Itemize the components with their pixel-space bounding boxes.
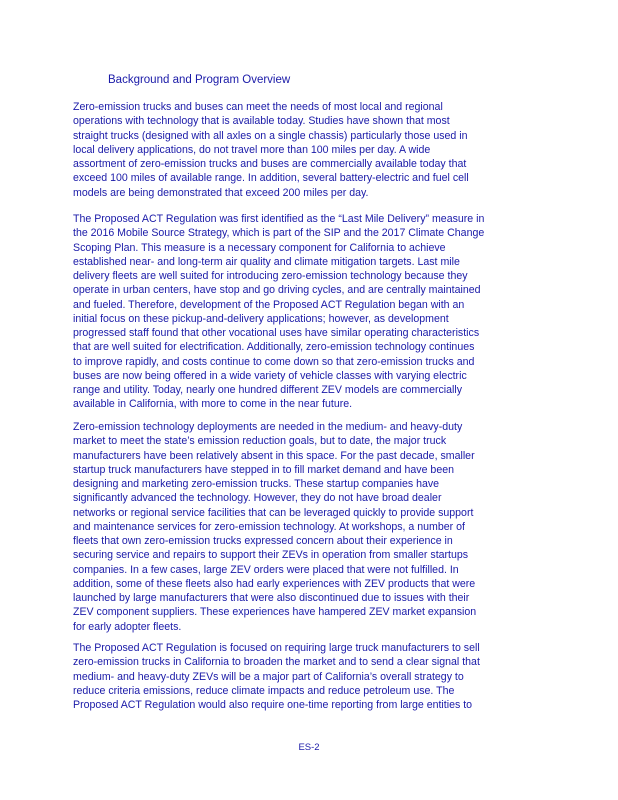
text-line: and fueled. Therefore, development of the Proposed ACT Regulation began with an (73, 298, 465, 311)
paragraph-zev-availability (73, 100, 547, 200)
text-line: significantly advanced the technology. However, they do not have broad dealer (73, 492, 442, 505)
text-line: launched by large manufacturers that were also discontinued due to issues with their (73, 592, 470, 604)
text-line: startup truck manufacturers have stepped in to fill market demand and have been (73, 463, 455, 476)
text-line: buses are now being offered in a wide variety of vehicle classes with varying electric (73, 369, 467, 382)
text-line: The Proposed ACT Regulation is focused on requiring large truck manufacturers to sell (73, 642, 480, 654)
text-line: companies. In a few cases, large ZEV orders were placed that were not fulfilled. In (73, 563, 459, 576)
paragraph-regulation-focus (73, 641, 547, 712)
text-line: Zero-emission trucks and buses can meet the needs of most local and regional (73, 101, 443, 113)
paragraph-act-regulation-origin (73, 212, 547, 412)
text-line: available in California, with more to come in the near future. (73, 398, 353, 411)
text-line: local delivery applications, do not travel more than 100 miles per day. A wide (73, 143, 431, 156)
text-line: and maintenance services for zero-emission technology. At workshops, a number of (73, 520, 465, 533)
text-line: to improve rapidly, and costs continue to come down so that zero-emission trucks and (73, 355, 475, 368)
text-line: designing and marketing zero-emission trucks. These startup companies have (73, 478, 440, 490)
text-line: progressed staff found that other vocational uses have similar operating characteristics (73, 327, 480, 339)
text-line: exceed 100 miles of available range. In addition, several battery-electric and fuel cell (73, 172, 469, 185)
text-line: fleets that own zero-emission trucks expressed concern about their experience in (73, 535, 453, 547)
text-line: manufacturers have been relatively absent in this space. For the past decade, smaller (73, 449, 475, 462)
text-line: the 2016 Mobile Source Strategy, which is part of the SIP and the 2017 Climate Change (73, 227, 485, 240)
text-line: securing service and repairs to support their ZEVs in operation from smaller startups (73, 549, 469, 562)
text-line: straight trucks (designed with all axles on a single chassis) particularly those used in (73, 129, 468, 142)
text-line: range and utility. Today, nearly one hundred different ZEV models are commercially (73, 384, 463, 396)
text-line: operations with technology that is available today. Studies have shown that most (73, 115, 450, 128)
text-line: Zero-emission technology deployments are needed in the medium- and heavy-duty (73, 421, 463, 433)
text-line: delivery fleets are well suited for introducing zero-emission technology because they (73, 270, 468, 282)
text-line: models are being demonstrated that exceed 200 miles per day. (73, 186, 369, 199)
text-line: that are well suited for electrification. Additionally, zero-emission technology continues (73, 341, 475, 354)
section-heading: Background and Program Overview (108, 74, 291, 86)
text-line: networks or regional service facilities that can be leveraged quickly to provide support (73, 506, 474, 519)
text-line: addition, some of these fleets also had early experiences with ZEV products that were (73, 577, 476, 590)
text-line: operate in urban centers, have stop and go driving cycles, and are centrally maintained (73, 284, 481, 297)
text-line: for early adopter fleets. (73, 620, 182, 633)
text-line: reduce criteria emissions, reduce climate impacts and reduce petroleum use. The (73, 684, 455, 697)
text-line: established near- and long-term air quality and climate mitigation targets. Last mile (73, 255, 460, 268)
paragraph-market-challenges (73, 420, 547, 634)
text-line: assortment of zero-emission trucks and buses are commercially available today that (73, 158, 467, 170)
text-line: ZEV component suppliers. These experiences have hampered ZEV market expansion (73, 606, 477, 619)
page-number: ES-2 (298, 742, 320, 753)
text-line: medium- and heavy-duty ZEVs will be a major part of California’s overall strategy to (73, 670, 464, 683)
text-line: market to meet the state’s emission reduction goals, but to date, the major truck (73, 435, 447, 448)
text-line: Scoping Plan. This measure is a necessary component for California to achieve (73, 241, 446, 254)
text-line: The Proposed ACT Regulation was first identified as the “Last Mile Delivery” measure in (73, 213, 485, 225)
text-line: Proposed ACT Regulation would also require one-time reporting from large entities to (73, 699, 473, 711)
text-line: zero-emission trucks in California to broaden the market and to send a clear signal that (73, 656, 480, 669)
text-line: initial focus on these pickup-and-delivery applications; however, as development (73, 312, 449, 325)
